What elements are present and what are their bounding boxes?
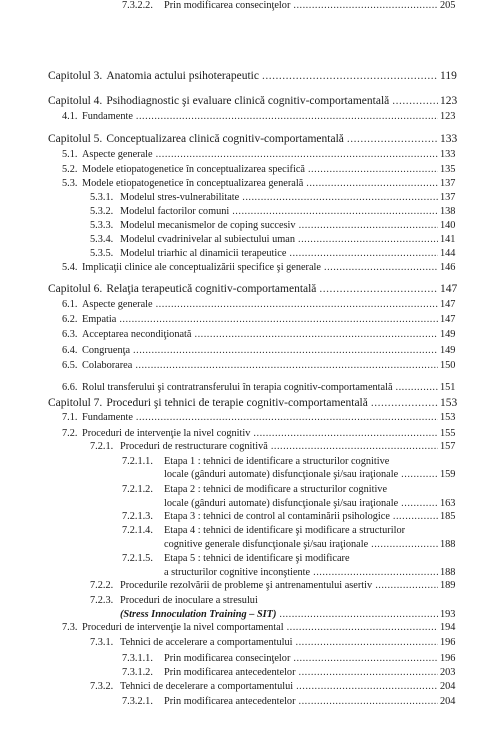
toc-section-number: 7.3.1.1. bbox=[122, 653, 153, 664]
toc-entry-title: Rolul transferului şi contratransferului în terapia cognitiv-comportamentală bbox=[82, 382, 393, 393]
toc-continuation-row[interactable] bbox=[164, 567, 454, 579]
toc-section-number: 7.2. bbox=[62, 428, 78, 439]
toc-section-row[interactable] bbox=[90, 192, 454, 204]
toc-page-number: 147 bbox=[440, 314, 456, 325]
toc-chapter-row[interactable] bbox=[48, 283, 458, 295]
toc-section-number: 7.3.2.2. bbox=[122, 0, 153, 11]
toc-continuation-row[interactable] bbox=[164, 469, 454, 481]
toc-section-number: 7.2.1.2. bbox=[122, 484, 153, 495]
toc-entry-title: Fundamente bbox=[82, 412, 133, 423]
toc-section-number: 7.2.3. bbox=[90, 595, 114, 606]
toc-section-number: 7.3.2. bbox=[90, 681, 114, 692]
toc-entry-title: Congruenţa bbox=[82, 345, 131, 356]
toc-page-number: 204 bbox=[440, 681, 456, 692]
dot-leader bbox=[232, 206, 438, 218]
dot-leader bbox=[299, 667, 438, 679]
toc-section-row[interactable] bbox=[122, 653, 454, 665]
toc-section-number: 6.5. bbox=[62, 360, 78, 371]
toc-section-number: 7.1. bbox=[62, 412, 78, 423]
toc-section-row[interactable] bbox=[62, 412, 454, 424]
toc-section-number: 7.3.1. bbox=[90, 637, 114, 648]
toc-entry-title: Acceptarea necondiţionată bbox=[82, 329, 192, 340]
toc-page-number: 133 bbox=[440, 133, 458, 145]
toc-section-row[interactable] bbox=[62, 262, 454, 274]
toc-page-number: 137 bbox=[440, 192, 456, 203]
dot-leader bbox=[401, 469, 438, 481]
toc-page-number: 193 bbox=[440, 609, 456, 620]
toc-section-row[interactable] bbox=[62, 360, 454, 372]
dot-leader bbox=[319, 283, 438, 295]
toc-section-row[interactable] bbox=[62, 314, 454, 326]
toc-entry-title: Proceduri de inoculare a stresului bbox=[120, 595, 258, 606]
toc-page-number: 149 bbox=[440, 329, 456, 340]
toc-section-row[interactable] bbox=[122, 667, 454, 679]
toc-entry-title: Implicaţii clinice ale conceptualizării specifice şi generale bbox=[82, 262, 321, 273]
toc-entry-title: Etapa 4 : tehnici de identificare şi modificare a structurilor bbox=[164, 525, 406, 536]
toc-entry-title: Tehnici de decelerare a comportamentului bbox=[120, 681, 294, 692]
dot-leader bbox=[371, 539, 438, 551]
dot-leader bbox=[293, 0, 438, 12]
toc-page-number: 137 bbox=[440, 178, 456, 189]
toc-entry-title: Modelul cvadrinivelar al subiectului uman bbox=[120, 234, 295, 245]
toc-page-number: 123 bbox=[440, 95, 458, 107]
toc-section-number: 7.2.1.4. bbox=[122, 525, 153, 536]
toc-section-row[interactable] bbox=[90, 441, 454, 453]
toc-entry-title: Proceduri de intervenţie la nivel comportamental bbox=[82, 622, 284, 633]
dot-leader bbox=[119, 314, 438, 326]
toc-entry-title: Prin modificarea antecedentelor bbox=[164, 696, 296, 707]
toc-entry-title: Modelul mecanismelor de coping succesiv bbox=[120, 220, 296, 231]
toc-section-row[interactable] bbox=[62, 164, 454, 176]
toc-chapter-number: Capitolul 7. bbox=[48, 397, 103, 409]
toc-entry-title: Fundamente bbox=[82, 111, 133, 122]
toc-section-row[interactable] bbox=[62, 345, 454, 357]
toc-page-number: 153 bbox=[440, 412, 456, 423]
toc-entry-title: Etapa 2 : tehnici de modificare a structurilor cognitive bbox=[164, 484, 388, 495]
toc-section-row[interactable] bbox=[90, 580, 454, 592]
toc-section-row[interactable] bbox=[90, 681, 454, 693]
toc-section-row[interactable] bbox=[122, 696, 454, 708]
toc-continuation-row[interactable] bbox=[164, 539, 454, 551]
toc-section-number: 5.3.2. bbox=[90, 206, 114, 217]
toc-section-row[interactable] bbox=[122, 484, 454, 496]
toc-section-number: 5.3.4. bbox=[90, 234, 114, 245]
toc-chapter-row[interactable] bbox=[48, 133, 458, 145]
dot-leader bbox=[293, 653, 438, 665]
toc-section-number: 6.3. bbox=[62, 329, 78, 340]
toc-section-row[interactable] bbox=[62, 111, 454, 123]
dot-leader bbox=[136, 111, 438, 123]
dot-leader bbox=[296, 681, 438, 693]
toc-section-row[interactable] bbox=[122, 0, 454, 12]
toc-page-number: 119 bbox=[440, 70, 457, 82]
toc-entry-title: Aspecte generale bbox=[82, 299, 153, 310]
toc-entry-title: Tehnici de accelerare a comportamentului bbox=[120, 637, 293, 648]
toc-section-row[interactable] bbox=[122, 525, 454, 537]
dot-leader bbox=[279, 609, 438, 621]
dot-leader bbox=[262, 70, 438, 82]
toc-entry-title: Prin modificarea consecinţelor bbox=[164, 0, 291, 11]
toc-entry-title: Proceduri de intervenţie la nivel cognitiv bbox=[82, 428, 251, 439]
toc-page-number: 153 bbox=[440, 397, 458, 409]
toc-section-number: 7.3.2.1. bbox=[122, 696, 153, 707]
toc-page-number: 144 bbox=[440, 248, 456, 259]
dot-leader bbox=[347, 133, 438, 145]
toc-entry-title: Psihodiagnostic şi evaluare clinică cognitiv-comportamentală bbox=[106, 95, 390, 107]
toc-section-row[interactable] bbox=[122, 456, 454, 468]
toc-page-number: 133 bbox=[440, 149, 456, 160]
toc-entry-title: Procedurile rezolvării de probleme şi antrenamentului asertiv bbox=[120, 580, 373, 591]
toc-page-number: 203 bbox=[440, 667, 456, 678]
toc-section-number: 4.1. bbox=[62, 111, 78, 122]
toc-page-number: 140 bbox=[440, 220, 456, 231]
toc-chapter-number: Capitolul 4. bbox=[48, 95, 103, 107]
toc-entry-title: Modelul triarhic al dinamicii terapeutice bbox=[120, 248, 287, 259]
toc-entry-title: Proceduri de restructurare cognitivă bbox=[120, 441, 268, 452]
toc-page-number: 155 bbox=[440, 428, 456, 439]
toc-entry-title: Etapa 1 : tehnici de identificare a structurilor cognitive bbox=[164, 456, 390, 467]
dot-leader bbox=[313, 567, 438, 579]
toc-entry-title: locale (gânduri automate) disfuncţionale şi/sau iraţionale bbox=[164, 469, 399, 480]
dot-leader bbox=[392, 95, 438, 107]
toc-entry-title: a structurilor cognitive inconştiente bbox=[164, 567, 311, 578]
toc-section-number: 5.3.3. bbox=[90, 220, 114, 231]
toc-section-number: 6.1. bbox=[62, 299, 78, 310]
dot-leader bbox=[156, 299, 438, 311]
toc-entry-title: Anatomia actului psihoterapeutic bbox=[106, 70, 259, 82]
dot-leader bbox=[253, 428, 438, 440]
toc-chapter-number: Capitolul 6. bbox=[48, 283, 103, 295]
dot-leader bbox=[271, 441, 438, 453]
toc-page-number: 194 bbox=[440, 622, 456, 633]
toc-section-number: 5.2. bbox=[62, 164, 78, 175]
toc-entry-title: Relaţia terapeutică cognitiv-comportamentală bbox=[106, 283, 317, 295]
toc-section-number: 7.2.1.5. bbox=[122, 553, 153, 564]
toc-entry-title: Conceptualizarea clinică cognitiv-comportamentală bbox=[106, 133, 344, 145]
toc-page-number: 150 bbox=[440, 360, 456, 371]
toc-section-number: 7.2.2. bbox=[90, 580, 114, 591]
toc-section-number: 5.1. bbox=[62, 149, 78, 160]
toc-entry-title: Colaborarea bbox=[82, 360, 133, 371]
toc-section-number: 7.2.1. bbox=[90, 441, 114, 452]
dot-leader bbox=[375, 580, 438, 592]
toc-entry-title: Empatia bbox=[82, 314, 117, 325]
toc-section-row[interactable] bbox=[62, 299, 454, 311]
toc-entry-title: Modelul factorilor comuni bbox=[120, 206, 230, 217]
toc-section-number: 6.6. bbox=[62, 382, 78, 393]
toc-chapter-row[interactable] bbox=[48, 95, 458, 107]
toc-section-number: 7.3. bbox=[62, 622, 78, 633]
toc-entry-title: (Stress Innoculation Training – SIT) bbox=[120, 609, 277, 620]
toc-page-number: 157 bbox=[440, 441, 456, 452]
toc-page-number: 141 bbox=[440, 234, 456, 245]
toc-entry-title: Prin modificarea antecedentelor bbox=[164, 667, 296, 678]
toc-chapter-number: Capitolul 3. bbox=[48, 70, 103, 82]
toc-entry-title: cognitive generale disfuncţionale şi/sau iraţionale bbox=[164, 539, 369, 550]
toc-page-number: 188 bbox=[440, 539, 456, 550]
toc-section-row[interactable] bbox=[90, 220, 454, 232]
toc-page-number: 204 bbox=[440, 696, 456, 707]
toc-section-number: 7.3.1.2. bbox=[122, 667, 153, 678]
dot-leader bbox=[299, 220, 438, 232]
dot-leader bbox=[156, 149, 438, 161]
toc-section-row[interactable] bbox=[122, 553, 454, 565]
toc-section-row[interactable] bbox=[62, 428, 454, 440]
toc-page-number: 135 bbox=[440, 164, 456, 175]
dot-leader bbox=[242, 192, 438, 204]
toc-entry-title: Prin modificarea consecinţelor bbox=[164, 653, 291, 664]
toc-section-number: 7.2.1.3. bbox=[122, 511, 153, 522]
toc-continuation-row[interactable] bbox=[120, 609, 454, 621]
toc-section-row[interactable] bbox=[90, 248, 454, 260]
dot-leader bbox=[308, 164, 438, 176]
toc-entry-title: Etapa 3 : tehnici de control al contaminării psihologice bbox=[164, 511, 390, 522]
dot-leader bbox=[401, 498, 438, 510]
dot-leader bbox=[133, 345, 438, 357]
dot-leader bbox=[396, 382, 438, 394]
toc-page-number: 205 bbox=[440, 0, 456, 11]
toc-section-row[interactable] bbox=[90, 234, 454, 246]
dot-leader bbox=[299, 696, 438, 708]
toc-chapter-number: Capitolul 5. bbox=[48, 133, 103, 145]
toc-section-row[interactable] bbox=[90, 595, 454, 607]
dot-leader bbox=[393, 511, 438, 523]
toc-entry-title: Modele etiopatogenetice în conceptualizarea generală bbox=[82, 178, 304, 189]
dot-leader bbox=[324, 262, 438, 274]
toc-section-number: 5.4. bbox=[62, 262, 78, 273]
dot-leader bbox=[136, 412, 438, 424]
toc-section-row[interactable] bbox=[90, 637, 454, 649]
toc-section-row[interactable] bbox=[62, 178, 454, 190]
toc-entry-title: locale (gânduri automate) disfuncţionale şi/sau iraţionale bbox=[164, 498, 399, 509]
toc-chapter-row[interactable] bbox=[48, 397, 458, 409]
dot-leader bbox=[289, 248, 438, 260]
toc-page-number: 147 bbox=[440, 299, 456, 310]
toc-page-number: 123 bbox=[440, 111, 456, 122]
dot-leader bbox=[287, 622, 438, 634]
toc-page-number: 196 bbox=[440, 653, 456, 664]
toc-page-number: 151 bbox=[440, 382, 456, 393]
toc-page-number: 146 bbox=[440, 262, 456, 273]
toc-section-row[interactable] bbox=[62, 329, 454, 341]
toc-page-number: 163 bbox=[440, 498, 456, 509]
dot-leader bbox=[195, 329, 439, 341]
dot-leader bbox=[371, 397, 438, 409]
toc-section-number: 5.3.5. bbox=[90, 248, 114, 259]
toc-page-number: 138 bbox=[440, 206, 456, 217]
dot-leader bbox=[306, 178, 438, 190]
toc-chapter-row[interactable] bbox=[48, 70, 457, 82]
toc-page-number: 196 bbox=[440, 637, 456, 648]
toc-page-number: 188 bbox=[440, 567, 456, 578]
toc-section-row[interactable] bbox=[62, 382, 454, 394]
toc-page-number: 147 bbox=[440, 283, 458, 295]
toc-section-number: 5.3.1. bbox=[90, 192, 114, 203]
toc-entry-title: Modele etiopatogenetice în conceptualizarea specifică bbox=[82, 164, 305, 175]
toc-section-row[interactable] bbox=[90, 206, 454, 218]
toc-section-number: 6.4. bbox=[62, 345, 78, 356]
toc-section-row[interactable] bbox=[62, 149, 454, 161]
toc-continuation-row[interactable] bbox=[164, 498, 454, 510]
toc-section-row[interactable] bbox=[62, 622, 454, 634]
dot-leader bbox=[296, 637, 438, 649]
dot-leader bbox=[298, 234, 438, 246]
toc-page-number: 185 bbox=[440, 511, 456, 522]
toc-entry-title: Proceduri şi tehnici de terapie cognitiv-comportamentală bbox=[106, 397, 368, 409]
toc-section-number: 6.2. bbox=[62, 314, 78, 325]
toc-entry-title: Aspecte generale bbox=[82, 149, 153, 160]
dot-leader bbox=[135, 360, 438, 372]
toc-page-number: 189 bbox=[440, 580, 456, 591]
toc-entry-title: Modelul stres-vulnerabilitate bbox=[120, 192, 240, 203]
toc-page-number: 149 bbox=[440, 345, 456, 356]
toc-entry-title: Etapa 5 : tehnici de identificare şi modificare bbox=[164, 553, 350, 564]
toc-page-number: 159 bbox=[440, 469, 456, 480]
toc-section-number: 5.3. bbox=[62, 178, 78, 189]
toc-section-number: 7.2.1.1. bbox=[122, 456, 153, 467]
toc-section-row[interactable] bbox=[122, 511, 454, 523]
